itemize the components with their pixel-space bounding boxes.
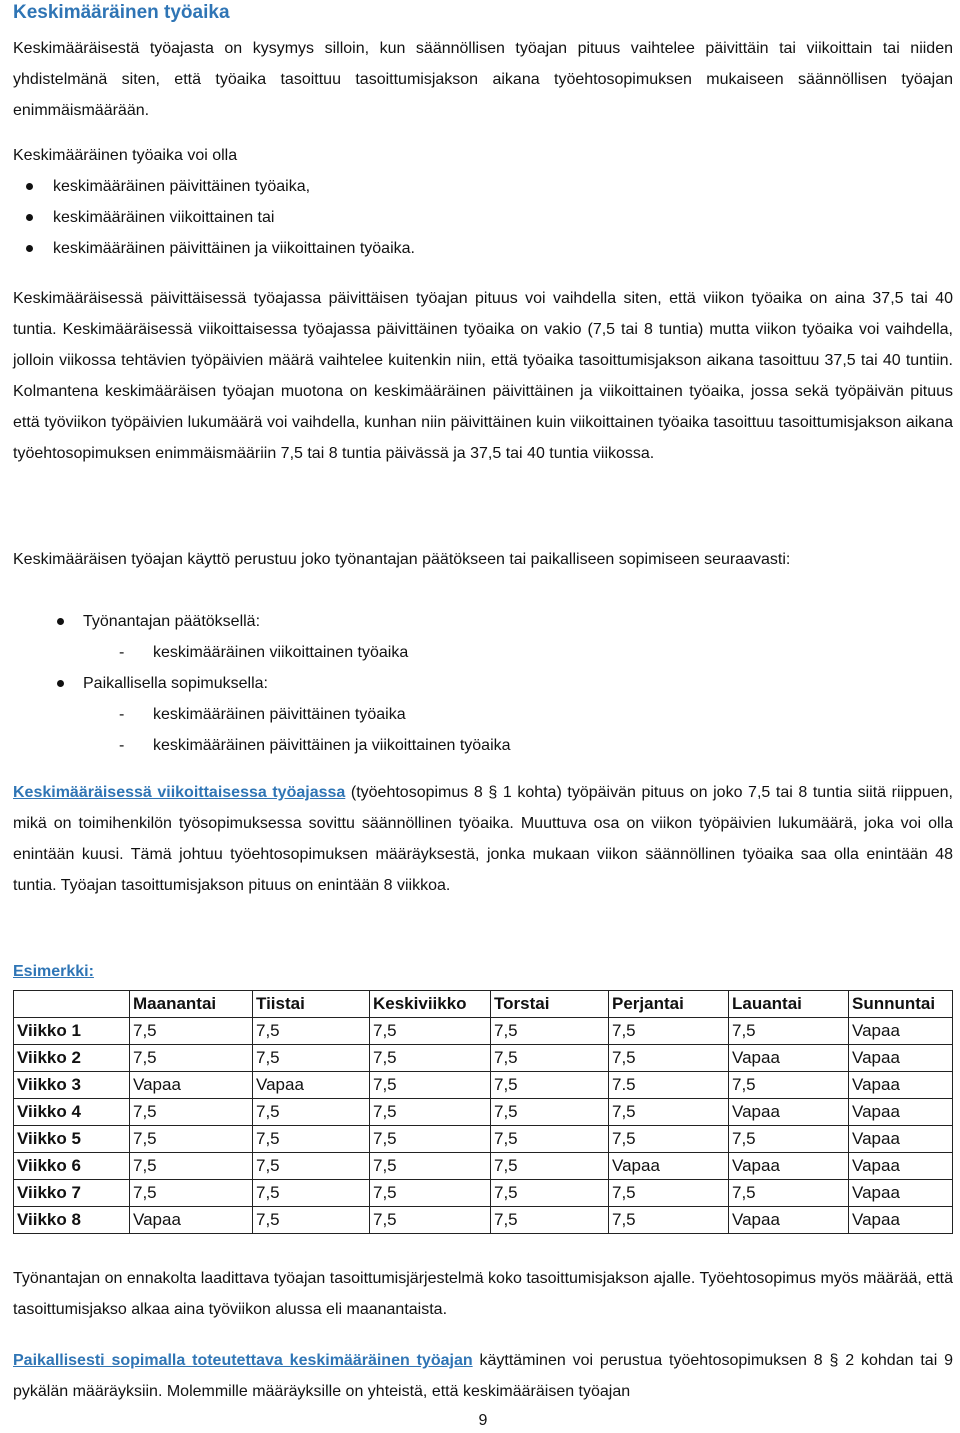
table-cell: 7,5 bbox=[370, 1099, 491, 1126]
table-cell: Vapaa bbox=[849, 1018, 953, 1045]
table-cell: 7,5 bbox=[729, 1126, 849, 1153]
table-cell: 7,5 bbox=[491, 1099, 609, 1126]
table-cell: 7.5 bbox=[609, 1072, 729, 1099]
table-cell: Vapaa bbox=[849, 1045, 953, 1072]
list-item: keskimääräinen päivittäinen ja viikoittainen työaika. bbox=[13, 233, 953, 264]
table-cell: 7,5 bbox=[130, 1153, 253, 1180]
highlight-link: Keskimääräisessä viikoittaisessa työajassa bbox=[13, 784, 346, 801]
table-cell: 7,5 bbox=[491, 1126, 609, 1153]
table-cell: 7,5 bbox=[609, 1180, 729, 1207]
types-explanation bbox=[13, 283, 953, 469]
table-cell: Vapaa bbox=[130, 1207, 253, 1234]
planning-paragraph bbox=[13, 1263, 953, 1325]
list-subitem: - keskimääräinen päivittäinen työaika bbox=[13, 699, 953, 730]
table-cell: 7,5 bbox=[729, 1180, 849, 1207]
usage-list bbox=[13, 606, 953, 761]
table-cell: Vapaa bbox=[729, 1153, 849, 1180]
schedule-table bbox=[13, 990, 953, 1234]
table-cell: 7,5 bbox=[491, 1207, 609, 1234]
table-cell: 7,5 bbox=[609, 1099, 729, 1126]
header-cell: Perjantai bbox=[609, 991, 729, 1018]
intro-paragraph bbox=[13, 33, 953, 126]
table-cell: 7,5 bbox=[609, 1018, 729, 1045]
table-cell: 7,5 bbox=[370, 1045, 491, 1072]
table-header-row bbox=[14, 991, 953, 1018]
row-header-cell: Viikko 1 bbox=[14, 1018, 130, 1045]
header-cell: Lauantai bbox=[729, 991, 849, 1018]
table-row bbox=[14, 1045, 953, 1072]
table-cell: 7,5 bbox=[253, 1180, 370, 1207]
paragraph-text: Työnantajan on ennakolta laadittava työajan tasoittumisjärjestelmä koko tasoittumisjakson ajalle. Työehtosopimus myös määrää, että tasoittumisjakso alkaa aina työviikon alussa eli maanantaista. bbox=[13, 1270, 953, 1318]
table-cell: 7,5 bbox=[729, 1018, 849, 1045]
table-cell: 7,5 bbox=[370, 1018, 491, 1045]
table-cell: Vapaa bbox=[849, 1180, 953, 1207]
table-cell: 7,5 bbox=[253, 1045, 370, 1072]
table-cell: 7,5 bbox=[729, 1072, 849, 1099]
list-subitem: - keskimääräinen päivittäinen ja viikoittainen työaika bbox=[13, 730, 953, 761]
table-cell: 7,5 bbox=[491, 1045, 609, 1072]
row-header-cell: Viikko 7 bbox=[14, 1180, 130, 1207]
types-intro bbox=[13, 140, 953, 171]
table-cell: 7,5 bbox=[253, 1153, 370, 1180]
weekly-average-paragraph bbox=[13, 777, 953, 901]
table-row bbox=[14, 1207, 953, 1234]
table-row bbox=[14, 1180, 953, 1207]
header-cell: Sunnuntai bbox=[849, 991, 953, 1018]
table-cell: 7,5 bbox=[253, 1099, 370, 1126]
header-cell: Torstai bbox=[491, 991, 609, 1018]
table-cell: 7,5 bbox=[370, 1180, 491, 1207]
row-header-cell: Viikko 4 bbox=[14, 1099, 130, 1126]
header-cell: Tiistai bbox=[253, 991, 370, 1018]
local-agreement-paragraph bbox=[13, 1345, 953, 1407]
table-cell: 7,5 bbox=[130, 1126, 253, 1153]
table-cell: Vapaa bbox=[849, 1153, 953, 1180]
paragraph-body: (työehtosopimus 8 § 1 kohta) työpäivän pituus on joko 7,5 tai 8 tuntia siitä riippuen, mikä on toimihenkilön työsopimuksessa sovittu säännöllinen työaika. Muuttuva osa on viikon työpäivien lukumäärä, joka voi olla enintään kuusi. Tämä johtuu työehtosopimuksen määräyksestä, jonka mukaan viikon säännöllinen työaika saa olla enintään 48 tuntia. Työajan tasoittumisjakson pituus on enintään 8 viikkoa. bbox=[13, 784, 953, 894]
table-cell: Vapaa bbox=[253, 1072, 370, 1099]
header-cell bbox=[14, 991, 130, 1018]
table-cell: 7,5 bbox=[491, 1072, 609, 1099]
row-header-cell: Viikko 5 bbox=[14, 1126, 130, 1153]
table-cell: Vapaa bbox=[609, 1153, 729, 1180]
row-header-cell: Viikko 2 bbox=[14, 1045, 130, 1072]
row-header-cell: Viikko 8 bbox=[14, 1207, 130, 1234]
table-cell: Vapaa bbox=[729, 1207, 849, 1234]
table-cell: 7,5 bbox=[609, 1126, 729, 1153]
list-subitem: - keskimääräinen viikoittainen työaika bbox=[13, 637, 953, 668]
table-cell: 7,5 bbox=[253, 1018, 370, 1045]
list-item: keskimääräinen päivittäinen työaika, bbox=[13, 171, 953, 202]
page-number: 9 bbox=[478, 1412, 488, 1429]
table-cell: 7,5 bbox=[609, 1207, 729, 1234]
example-label bbox=[13, 956, 953, 987]
table-cell: Vapaa bbox=[130, 1072, 253, 1099]
paragraph-text bbox=[13, 777, 953, 901]
highlight-link: Paikallisesti sopimalla toteutettava keskimääräinen työajan bbox=[13, 1352, 473, 1369]
types-list bbox=[13, 171, 953, 264]
table-cell: Vapaa bbox=[729, 1045, 849, 1072]
table-cell: Vapaa bbox=[849, 1099, 953, 1126]
table-cell: 7,5 bbox=[491, 1180, 609, 1207]
list-item: Työnantajan päätöksellä: bbox=[13, 606, 953, 637]
list-item: Paikallisella sopimuksella: bbox=[13, 668, 953, 699]
table-cell: 7,5 bbox=[253, 1207, 370, 1234]
table-cell: 7,5 bbox=[253, 1126, 370, 1153]
table-cell: 7,5 bbox=[130, 1099, 253, 1126]
table-row bbox=[14, 1153, 953, 1180]
list-item: keskimääräinen viikoittainen tai bbox=[13, 202, 953, 233]
table-cell: 7,5 bbox=[370, 1153, 491, 1180]
paragraph-text: Keskimääräinen työaika voi olla bbox=[13, 147, 238, 164]
example-label-text: Esimerkki: bbox=[13, 963, 94, 980]
header-cell: Maanantai bbox=[130, 991, 253, 1018]
table-cell: Vapaa bbox=[849, 1126, 953, 1153]
table-row bbox=[14, 1099, 953, 1126]
table-cell: 7,5 bbox=[130, 1180, 253, 1207]
table-cell: 7,5 bbox=[491, 1018, 609, 1045]
table-cell: 7,5 bbox=[491, 1153, 609, 1180]
paragraph-body: käyttäminen voi perustua työehtosopimuksen 8 § 2 kohdan tai 9 pykälän määräyksiin. Molemmille määräyksille on yhteistä, että keskimääräisen työajan bbox=[13, 1352, 954, 1400]
header-cell: Keskiviikko bbox=[370, 991, 491, 1018]
table-row bbox=[14, 1126, 953, 1153]
table-cell: Vapaa bbox=[849, 1207, 953, 1234]
paragraph-text: Keskimääräisen työajan käyttö perustuu joko työnantajan päätökseen tai paikalliseen sopimiseen seuraavasti: bbox=[13, 551, 791, 568]
table-cell: 7,5 bbox=[370, 1072, 491, 1099]
row-header-cell: Viikko 3 bbox=[14, 1072, 130, 1099]
table-cell: 7,5 bbox=[130, 1045, 253, 1072]
paragraph-text: Keskimääräisessä päivittäisessä työajassa päivittäisen työajan pituus voi vaihdella siten, että viikon työaika on aina 37,5 tai 40 tuntia. Keskimääräisessä viikoittaisessa työajassa päivittäinen työaika on vakio (7,5 tai 8 tuntia) mutta viikon työaika voi vaihdella, jolloin viikossa tehtävien työpäivien määrä vaihtelee kuitenkin niin, että työaika tasoittumisjakson aikana tasoittuu 37,5 tai 40 tuntiin. Kolmantena keskimääräisen työajan muotona on keskimääräinen päivittäinen ja viikoittainen työaika, jossa sekä työpäivän pituus että työviikon työpäivien lukumäärä voi vaihdella, kunhan niin päivittäinen kuin viikoittainen työaika tasoittuu tasoittumisjakson aikana työehtosopimuksen enimmäismääriin 7,5 tai 8 tuntia päivässä ja 37,5 tai 40 tuntia viikossa. bbox=[13, 290, 953, 462]
row-header-cell: Viikko 6 bbox=[14, 1153, 130, 1180]
table-row bbox=[14, 1072, 953, 1099]
table-cell: 7,5 bbox=[609, 1045, 729, 1072]
usage-paragraph bbox=[13, 544, 953, 575]
paragraph-text bbox=[13, 1345, 953, 1407]
table-cell: 7,5 bbox=[370, 1207, 491, 1234]
table-cell: 7,5 bbox=[130, 1018, 253, 1045]
table-cell: 7,5 bbox=[370, 1126, 491, 1153]
paragraph-text: Keskimääräisestä työajasta on kysymys silloin, kun säännöllisen työajan pituus vaihtelee päivittäin tai viikoittain tai niiden yhdistelmänä siten, että työaika tasoittuu tasoittumisjakson aikana työehtosopimuksen mukaiseen säännöllisen työajan enimmäismäärään. bbox=[13, 40, 953, 119]
table-cell: Vapaa bbox=[849, 1072, 953, 1099]
section-heading: Keskimääräinen työaika bbox=[13, 2, 230, 23]
table-cell: Vapaa bbox=[729, 1099, 849, 1126]
table-row bbox=[14, 1018, 953, 1045]
